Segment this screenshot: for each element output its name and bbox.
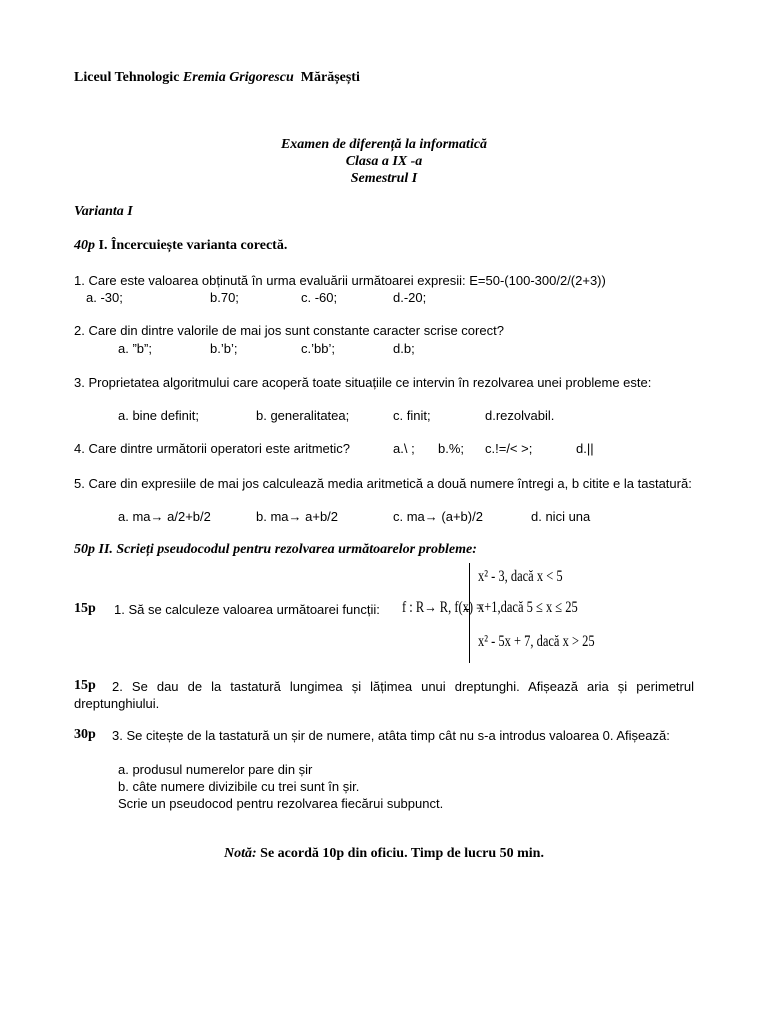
- function-case-2: x+1,dacă 5 ≤ x ≤ 25: [478, 599, 578, 616]
- variant-label: Varianta I: [74, 204, 133, 219]
- cases-brace: [469, 563, 476, 663]
- q1-option-a: a. -30;: [86, 290, 123, 305]
- q2-option-c: c.’bb’;: [301, 341, 335, 356]
- p1-points: 15p: [74, 601, 96, 616]
- school-name: Eremia Grigorescu: [182, 70, 294, 85]
- q3-option-d: d.rezolvabil.: [485, 408, 555, 423]
- part1-title: I. Încercuiește varianta corectă.: [95, 238, 288, 253]
- q1-option-c: c. -60;: [301, 290, 338, 305]
- function-case-3: x² - 5x + 7, dacă x > 25: [478, 633, 595, 650]
- q5-option-b: b. ma→ a+b/2: [256, 509, 339, 524]
- p3-instruction: Scrie un pseudocod pentru rezolvarea fiecărui subpunct.: [118, 796, 444, 811]
- note-text: Se acordă 10p din oficiu. Timp de lucru 50 min.: [256, 846, 544, 861]
- function-definition: f : R→ R, f(x) =: [402, 599, 484, 616]
- p3-points: 30p: [74, 727, 96, 742]
- school-town: Mărășești: [300, 70, 360, 85]
- q1-option-b: b.70;: [210, 290, 239, 305]
- p1-text: 1. Să se calculeze valoarea următoarei funcții:: [114, 602, 380, 617]
- q4-option-c: c.!=/< >;: [485, 441, 533, 456]
- question-4-text: 4. Care dintre următorii operatori este aritmetic?: [74, 441, 351, 456]
- q2-option-a: a. ”b”;: [118, 341, 152, 356]
- part1-heading: [74, 238, 287, 254]
- q2-option-d: d.b;: [393, 341, 415, 356]
- q5-option-a: a. ma→ a/2+b/2: [118, 509, 211, 524]
- note-label: Notă:: [224, 846, 257, 861]
- q4-option-a: a.\ ;: [393, 441, 415, 456]
- question-2-text: 2. Care din dintre valorile de mai jos sunt constante caracter scrise corect?: [74, 323, 504, 338]
- q5-option-d: d. nici una: [531, 509, 591, 524]
- exam-semester: Semestrul I: [350, 171, 418, 186]
- p2-points: 15p: [74, 678, 96, 693]
- q3-option-c: c. finit;: [393, 408, 431, 423]
- q2-option-b: b.’b’;: [210, 341, 238, 356]
- exam-title: Examen de diferență la informatică: [280, 137, 488, 152]
- q3-option-a: a. bine definit;: [118, 408, 199, 423]
- exam-class: Clasa a IX -a: [345, 154, 423, 169]
- function-case-1: x² - 3, dacă x < 5: [478, 568, 563, 585]
- p3-item-a: a. produsul numerelor pare din șir: [118, 762, 313, 777]
- part2-heading: 50p II. Scrieți pseudocodul pentru rezolvarea următoarelor probleme:: [74, 542, 477, 557]
- question-1-text: 1. Care este valoarea obținută în urma evaluării următoarei expresii: E=50-(100-300/2/(2+3)): [74, 273, 606, 288]
- school-header: [74, 70, 360, 86]
- p3-item-b: b. câte numere divizibile cu trei sunt în șir.: [118, 779, 360, 794]
- school-prefix: Liceul Tehnologic: [74, 70, 183, 85]
- note: [0, 846, 768, 862]
- q4-option-d: d.||: [576, 441, 594, 456]
- question-3-text: 3. Proprietatea algoritmului care acoperă toate situațiile ce intervin în rezolvarea unei probleme este:: [74, 375, 652, 390]
- q4-option-b: b.%;: [438, 441, 465, 456]
- p2-text: 2. Se dau de la tastatură lungimea și lățimea unui dreptunghi. Afișează aria și perimetrul dreptunghiului.: [74, 679, 694, 711]
- p3-text: 3. Se citește de la tastatură un șir de numere, atâta timp cât nu s-a introdus valoarea 0. Afișează:: [112, 728, 670, 743]
- q3-option-b: b. generalitatea;: [256, 408, 350, 423]
- part1-points: 40p: [74, 238, 95, 253]
- q1-option-d: d.-20;: [393, 290, 427, 305]
- question-5-text: 5. Care din expresiile de mai jos calculează media aritmetică a două numere întregi a, b citite e la tastatură:: [74, 476, 692, 491]
- q5-option-c: c. ma→ (a+b)/2: [393, 509, 483, 524]
